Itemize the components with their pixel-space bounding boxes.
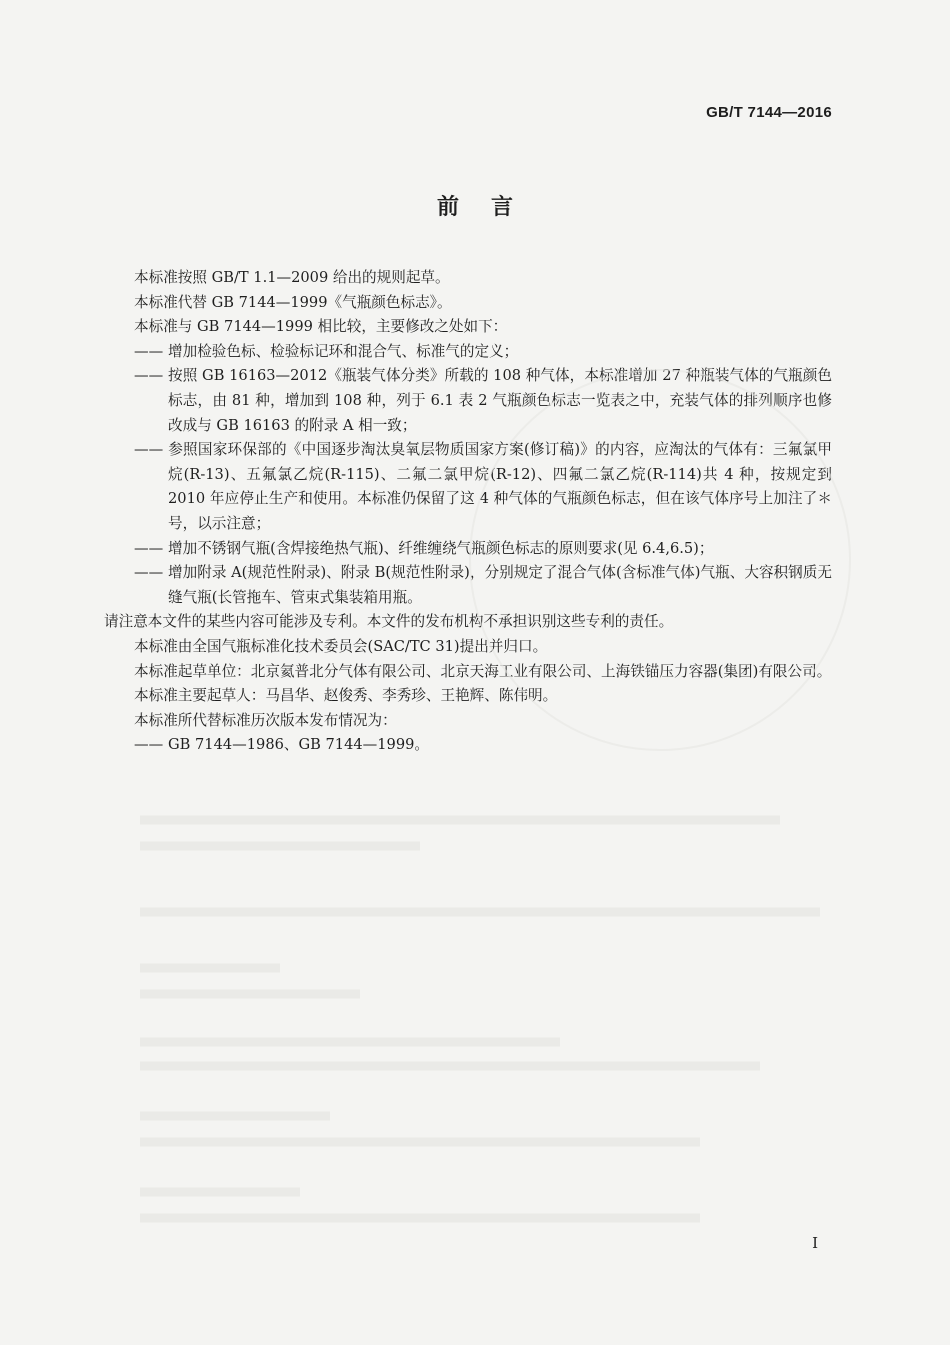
change-item <box>134 537 832 562</box>
paragraph-replaces: 本标准代替 GB 7144—1999《气瓶颜色标志》。 <box>134 293 452 311</box>
paragraph-proposed-by: 本标准由全国气瓶标准化技术委员会(SAC/TC 31)提出并归口。 <box>134 637 548 655</box>
page-title: 前言 <box>436 195 545 220</box>
page-number: I <box>812 1234 818 1252</box>
paragraph-patent-notice: 请注意本文件的某些内容可能涉及专利。本文件的发布机构不承担识别这些专利的责任。 <box>104 613 674 631</box>
change-item-text: 增加检验色标、检验标记环和混合气、标准气的定义； <box>168 342 519 360</box>
change-item <box>134 561 832 610</box>
dash-mark: —— <box>134 342 164 360</box>
change-item-text: 按照 GB 16163—2012《瓶装气体分类》所载的 108 种气体，本标准增加 27 种瓶装气体的气瓶颜色标志，由 81 种，增加到 108 种，列于 6.1 表 2 气瓶颜色标志一览表之中，充装气体的排列顺序也修改成与 GB 16163 的附录 A 相一致； <box>168 367 832 434</box>
dash-mark: —— <box>134 736 164 754</box>
history-item-text: GB 7144—1986、GB 7144—1999。 <box>168 736 429 754</box>
change-item-text: 增加不锈钢气瓶(含焊接绝热气瓶)、纤维缠绕气瓶颜色标志的原则要求(见 6.4,6.5)； <box>168 539 714 557</box>
paragraph-history-intro: 本标准所代替标准历次版本发布情况为： <box>134 711 397 729</box>
change-item-text: 增加附录 A(规范性附录)、附录 B(规范性附录)，分别规定了混合气体(含标准气体)气瓶、大容积钢质无缝气瓶(长管拖车、管束式集装箱用瓶。 <box>168 564 832 606</box>
paragraph-changes-intro: 本标准与 GB 7144—1999 相比较，主要修改之处如下： <box>134 318 508 336</box>
paragraph-drafters: 本标准主要起草人：马昌华、赵俊秀、李秀珍、王艳辉、陈伟明。 <box>134 687 558 705</box>
standard-number: GB/T 7144—2016 <box>706 104 832 121</box>
change-item <box>134 364 832 438</box>
paragraph-drafting-units: 本标准起草单位：北京氦普北分气体有限公司、北京天海工业有限公司、上海铁锚压力容器(集团)有限公司。 <box>134 662 832 680</box>
dash-mark: —— <box>134 539 164 557</box>
dash-mark: —— <box>134 564 164 582</box>
paragraph-drafting-rule: 本标准按照 GB/T 1.1—2009 给出的规则起草。 <box>134 269 450 286</box>
change-item-text: 参照国家环保部的《中国逐步淘汰臭氧层物质国家方案(修订稿)》的内容，应淘汰的气体有：三氟氯甲烷(R-13)、五氟氯乙烷(R-115)、二氟二氯甲烷(R-12)、四氟二氯乙烷(R-114)共 4 种，按规定到 2010 年应停止生产和使用。本标准仍保留了这 4 种气体的气瓶颜色标志，但在该气体序号上加注了＊号，以示注意； <box>168 441 832 532</box>
history-item <box>134 733 832 758</box>
dash-mark: —— <box>134 441 164 459</box>
change-item <box>134 438 832 536</box>
document-body <box>104 266 832 758</box>
change-item <box>134 340 832 365</box>
dash-mark: —— <box>134 367 164 385</box>
